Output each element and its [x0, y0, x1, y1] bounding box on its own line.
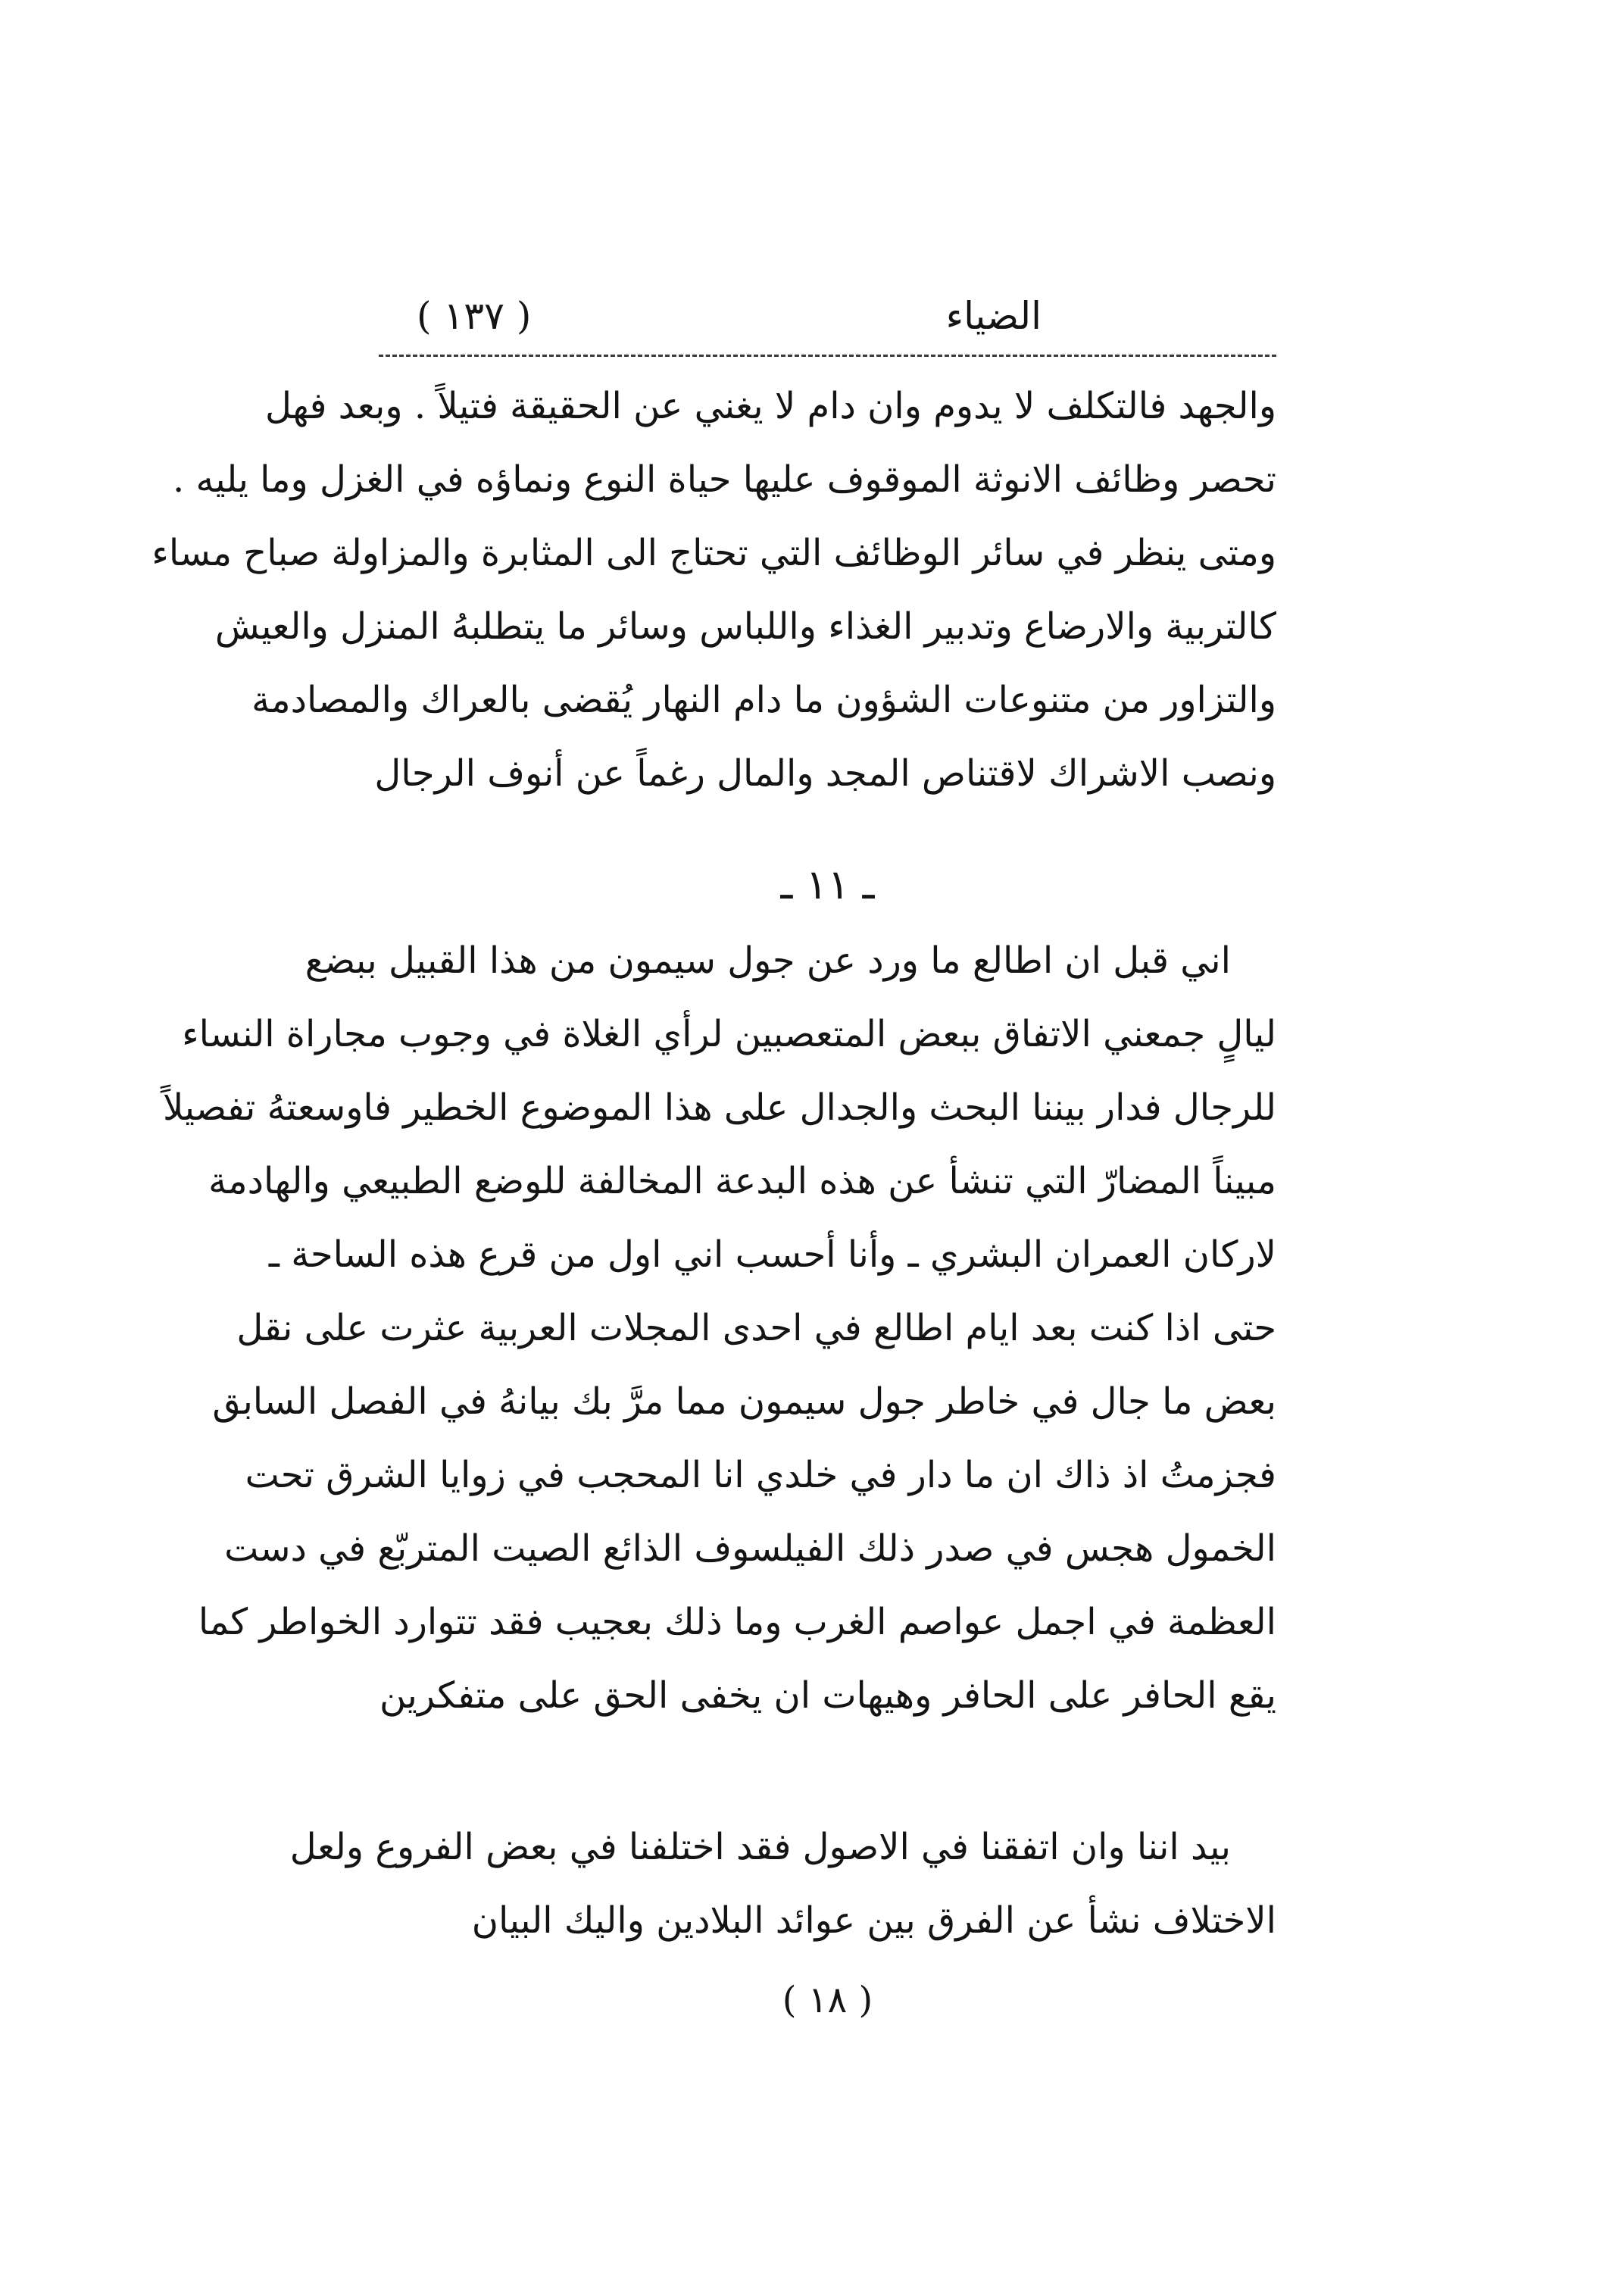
text-line: والتزاور من متنوعات الشؤون ما دام النهار يُقضى بالعراك والمصادمة	[251, 679, 1276, 721]
text-line: ونصب الاشراك لاقتناص المجد والمال رغماً عن أنوف الرجال	[374, 752, 1276, 795]
text-line: يقع الحافر على الحافر وهيهات ان يخفى الحق على متفكرين	[379, 1674, 1276, 1717]
text-line: فجزمتُ اذ ذاك ان ما دار في خلدي انا المحجب في زوايا الشرق تحت	[245, 1454, 1276, 1496]
text-line: مبيناً المضارّ التي تنشأ عن هذه البدعة المخالفة للوضع الطبيعي والهادمة	[208, 1160, 1276, 1202]
paragraph-2	[162, 924, 1276, 1733]
text-line: ليالٍ جمعني الاتفاق ببعض المتعصبين لرأي الغلاة في وجوب مجاراة النساء	[182, 1013, 1276, 1055]
text-line: تحصر وظائف الانوثة الموقوف عليها حياة النوع ونماؤه في الغزل وما يليه .	[172, 458, 1276, 501]
paragraph-3	[289, 1811, 1276, 1958]
text-line: بيد اننا وان اتفقنا في الاصول فقد اختلفنا في بعض الفروع ولعل	[289, 1826, 1231, 1868]
text-line: العظمة في اجمل عواصم الغرب وما ذلك بعجيب فقد تتوارد الخواطر كما	[198, 1601, 1276, 1643]
text-line: الاختلاف نشأ عن الفرق بين عوائد البلادين واليك البيان	[471, 1899, 1276, 1942]
text-line: والجهد فالتكلف لا يدوم وان دام لا يغني عن الحقيقة فتيلاً . وبعد فهل	[265, 385, 1276, 427]
text-line: اني قبل ان اطالع ما ورد عن جول سيمون من هذا القبيل ببضع	[304, 939, 1231, 982]
running-title: الضياء	[945, 294, 1042, 338]
text-line: لاركان العمران البشري ـ وأنا أحسب اني اول من قرع هذه الساحة ـ	[268, 1233, 1276, 1276]
header-rule	[379, 355, 1276, 357]
text-line: كالتربية والارضاع وتدبير الغذاء واللباس وسائر ما يتطلبهُ المنزل والعيش	[214, 605, 1276, 648]
text-line: الخمول هجس في صدر ذلك الفيلسوف الذائع الصيت المتربّع في دست	[224, 1527, 1276, 1570]
signature-mark: ( ١٨ )	[782, 1979, 873, 2021]
text-line: بعض ما جال في خاطر جول سيمون مما مرَّ بك بيانهُ في الفصل السابق	[212, 1380, 1276, 1423]
text-line: حتى اذا كنت بعد ايام اطالع في احدى المجلات العربية عثرت على نقل	[236, 1307, 1276, 1349]
page-header	[379, 282, 1276, 350]
text-line: ومتى ينظر في سائر الوظائف التي تحتاج الى المثابرة والمزاولة صباح مساء	[151, 532, 1276, 574]
page-number: ( ١٣٧ )	[417, 294, 532, 338]
paragraph-1	[151, 370, 1276, 811]
text-line: للرجال فدار بيننا البحث والجدال على هذا الموضوع الخطير فاوسعتهُ تفصيلاً	[162, 1086, 1276, 1129]
section-number: ـ ١١ ـ	[780, 861, 875, 908]
